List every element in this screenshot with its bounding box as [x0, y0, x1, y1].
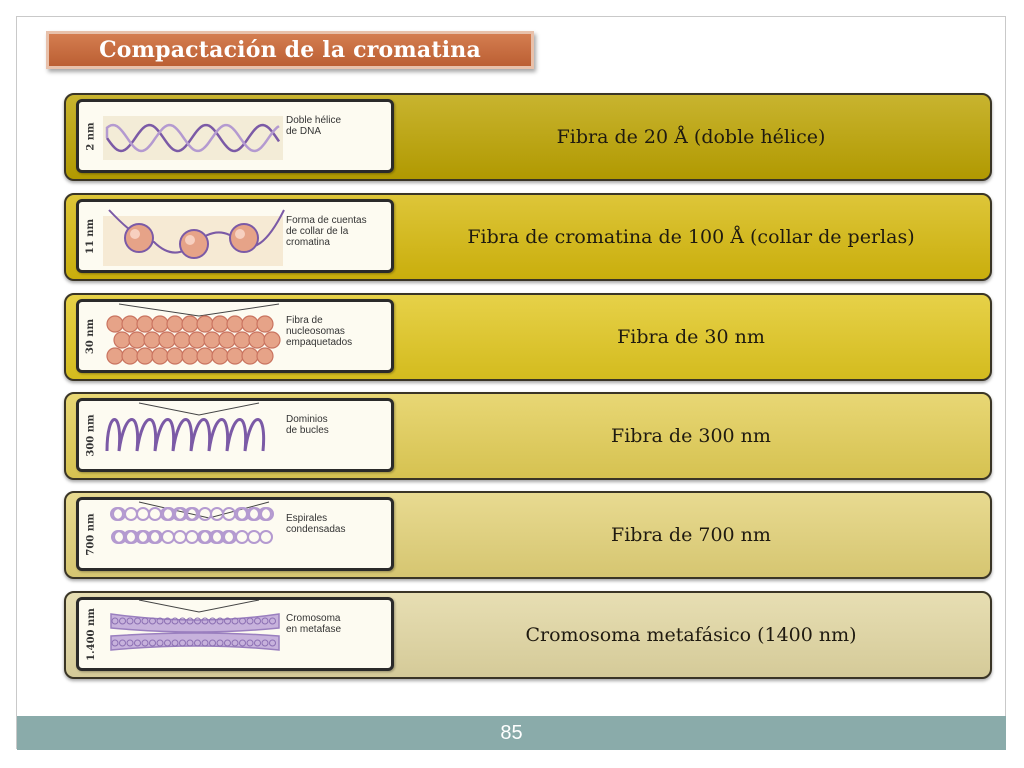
level-thumbnail: [76, 99, 394, 173]
level-row: [64, 591, 992, 679]
scale-label: [83, 401, 99, 469]
caption-line: condensadas: [286, 524, 346, 535]
scale-label: [83, 500, 99, 568]
level-label: Cromosoma metafásico (1400 nm): [525, 624, 857, 646]
scale-label: [83, 102, 99, 170]
caption-line: Doble hélice: [286, 115, 342, 126]
thumbnail-caption: [286, 115, 391, 137]
level-label: Fibra de cromatina de 100 Å (collar de perlas): [467, 226, 915, 248]
thumbnail-caption: [286, 414, 391, 436]
level-row: [64, 193, 992, 281]
level-label: Fibra de 300 nm: [611, 425, 771, 447]
level-thumbnail: [76, 299, 394, 373]
level-row: [64, 293, 992, 381]
level-thumbnail: [76, 199, 394, 273]
level-row: [64, 491, 992, 579]
caption-line: Fibra de: [286, 315, 323, 326]
level-thumbnail: [76, 398, 394, 472]
caption-line: empaquetados: [286, 337, 353, 348]
caption-line: de DNA: [286, 126, 322, 137]
thumbnail-caption: [286, 315, 391, 348]
caption-line: nucleosomas: [286, 326, 345, 337]
caption-line: cromatina: [286, 237, 330, 248]
scale-label: [83, 202, 99, 270]
page-number: 85: [500, 722, 523, 744]
scale-text: 30 nm: [85, 318, 97, 354]
scale-label: [83, 600, 99, 668]
caption-line: Forma de cuentas: [286, 215, 367, 226]
caption-line: de collar de la: [286, 226, 349, 237]
level-thumbnail: [76, 497, 394, 571]
scale-text: 300 nm: [85, 413, 97, 457]
footer-bar: [17, 716, 1006, 750]
title-box: [46, 31, 534, 69]
caption-line: de bucles: [286, 425, 329, 436]
slide-title: Compactación de la cromatina: [99, 37, 481, 63]
thumbnail-caption: [286, 513, 391, 535]
caption-line: Espirales: [286, 513, 328, 524]
caption-line: Dominios: [286, 414, 328, 425]
level-label: Fibra de 700 nm: [611, 524, 771, 546]
caption-line: en metafase: [286, 624, 342, 635]
level-label: Fibra de 20 Å (doble hélice): [556, 126, 826, 148]
level-row: [64, 392, 992, 480]
caption-line: Cromosoma: [286, 613, 341, 624]
thumbnail-caption: [286, 215, 391, 248]
scale-text: 700 nm: [85, 512, 97, 556]
scale-text: 2 nm: [85, 121, 97, 151]
level-row: [64, 93, 992, 181]
scale-text: 11 nm: [85, 218, 97, 254]
level-label: Fibra de 30 nm: [617, 326, 765, 348]
level-thumbnail: [76, 597, 394, 671]
scale-text: 1.400 nm: [85, 607, 97, 661]
scale-label: [83, 302, 99, 370]
thumbnail-caption: [286, 613, 391, 635]
